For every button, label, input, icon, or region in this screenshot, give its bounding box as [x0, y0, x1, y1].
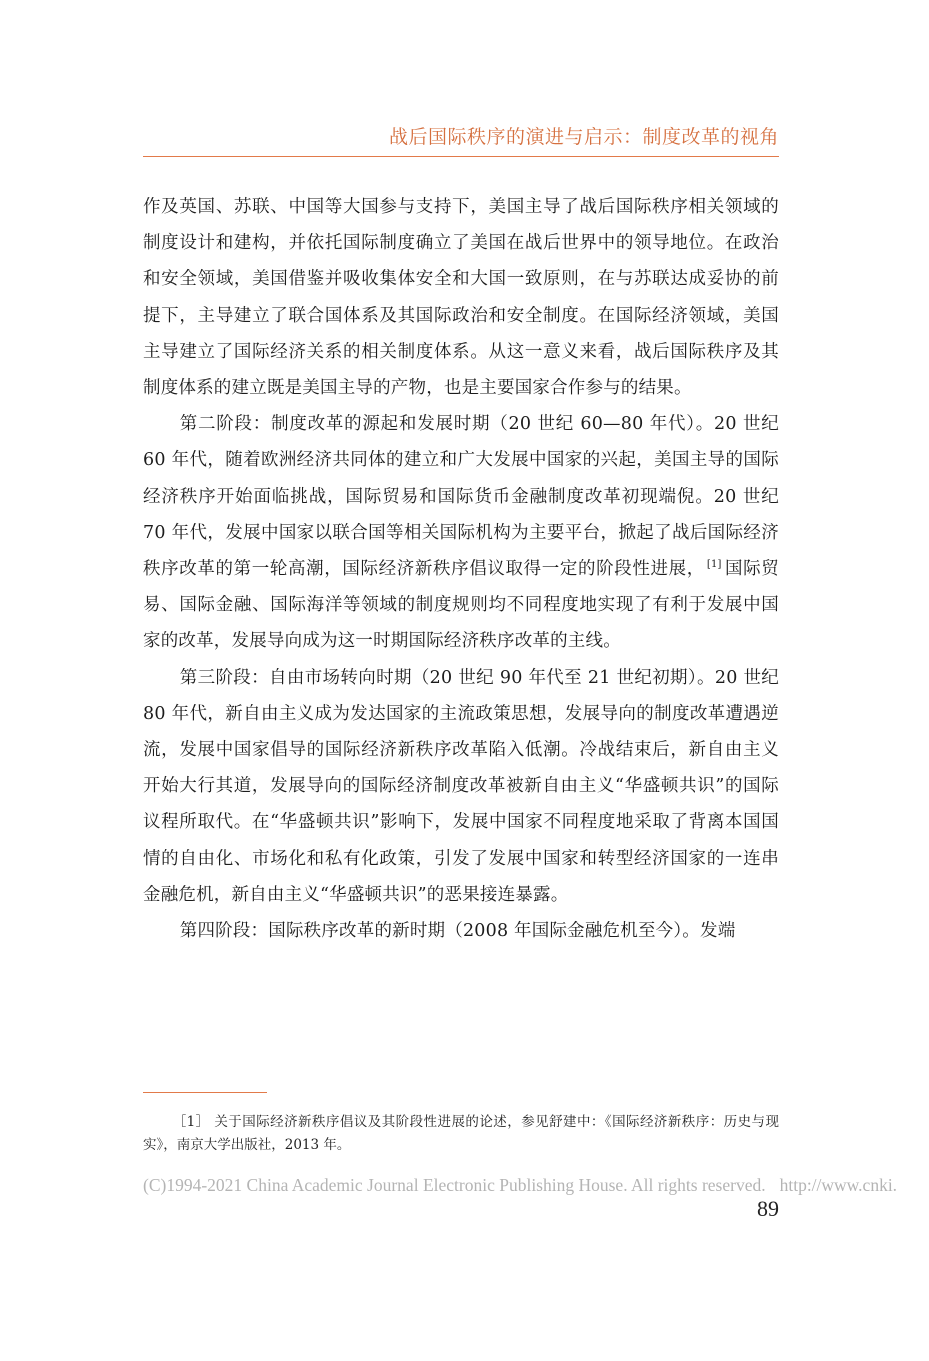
paragraph-2-text-a: 第二阶段：制度改革的源起和发展时期（20 世纪 60—80 年代）。20 世纪 60 年代，随着欧洲经济共同体的建立和广大发展中国家的兴起，美国主导的国际经济秩序开始面临挑战，国际贸易和国际货币金融制度改革初现端倪。20 世纪 70 年代，发展中国家以联合国等相关国际机构为主要平台，掀起了战后国际经济秩序改革的第一轮高潮，国际经济新秩序倡议取得一定的阶段性进展，	[143, 414, 779, 580]
copyright-text: (C)1994-2021 China Academic Journal Electronic Publishing House. All rights reserved.	[143, 1175, 766, 1195]
footnote-rule	[143, 1092, 267, 1093]
header-rule	[143, 156, 779, 157]
paragraph-4: 第四阶段：国际秩序改革的新时期（2008 年国际金融危机至今）。发端	[179, 921, 736, 942]
paragraph-3: 第三阶段：自由市场转向时期（20 世纪 90 年代至 21 世纪初期）。20 世纪 80 年代，新自由主义成为发达国家的主流政策思想，发展导向的制度改革遭遇逆流，发展中国家倡导的国际经济新秩序改革陷入低潮。冷战结束后，新自由主义开始大行其道，发展导向的国际经济制度改革被新自由主义“华盛顿共识”的国际议程所取代。在“华盛顿共识”影响下，发展中国家不同程度地采取了背离本国国情的自由化、市场化和私有化政策，引发了发展中国家和转型经济国家的一连串金融危机，新自由主义“华盛顿共识”的恶果接连暴露。	[143, 667, 779, 905]
paragraph-2-text-b: 国际贸易、国际金融、国际海洋等领域的制度规则均不同程度地实现了有利于发展中国家的改革，发展导向成为这一时期国际经济秩序改革的主线。	[143, 559, 779, 652]
paragraph-1: 作及英国、苏联、中国等大国参与支持下，美国主导了战后国际秩序相关领域的制度设计和建构，并依托国际制度确立了美国在战后世界中的领导地位。在政治和安全领域，美国借鉴并吸收集体安全和大国一致原则，在与苏联达成妥协的前提下，主导建立了联合国体系及其国际政治和安全制度。在国际经济领域，美国主导建立了国际经济关系的相关制度体系。从这一意义来看，战后国际秩序及其制度体系的建立既是美国主导的产物，也是主要国家合作参与的结果。	[143, 197, 779, 399]
page-number: 89	[757, 1196, 779, 1221]
cnki-url[interactable]: http://www.cnki.	[779, 1175, 898, 1195]
copyright-watermark	[143, 1175, 897, 1196]
body-text	[143, 189, 779, 949]
running-header: 战后国际秩序的演进与启示：制度改革的视角	[388, 126, 779, 148]
paragraph-2	[143, 406, 779, 659]
footnote: ［1］ 关于国际经济新秩序倡议及其阶段性进展的论述，参见舒建中：《国际经济新秩序：历史与现实》，南京大学出版社，2013 年。	[143, 1114, 779, 1153]
footnote-reference[interactable]: [1]	[706, 559, 722, 571]
